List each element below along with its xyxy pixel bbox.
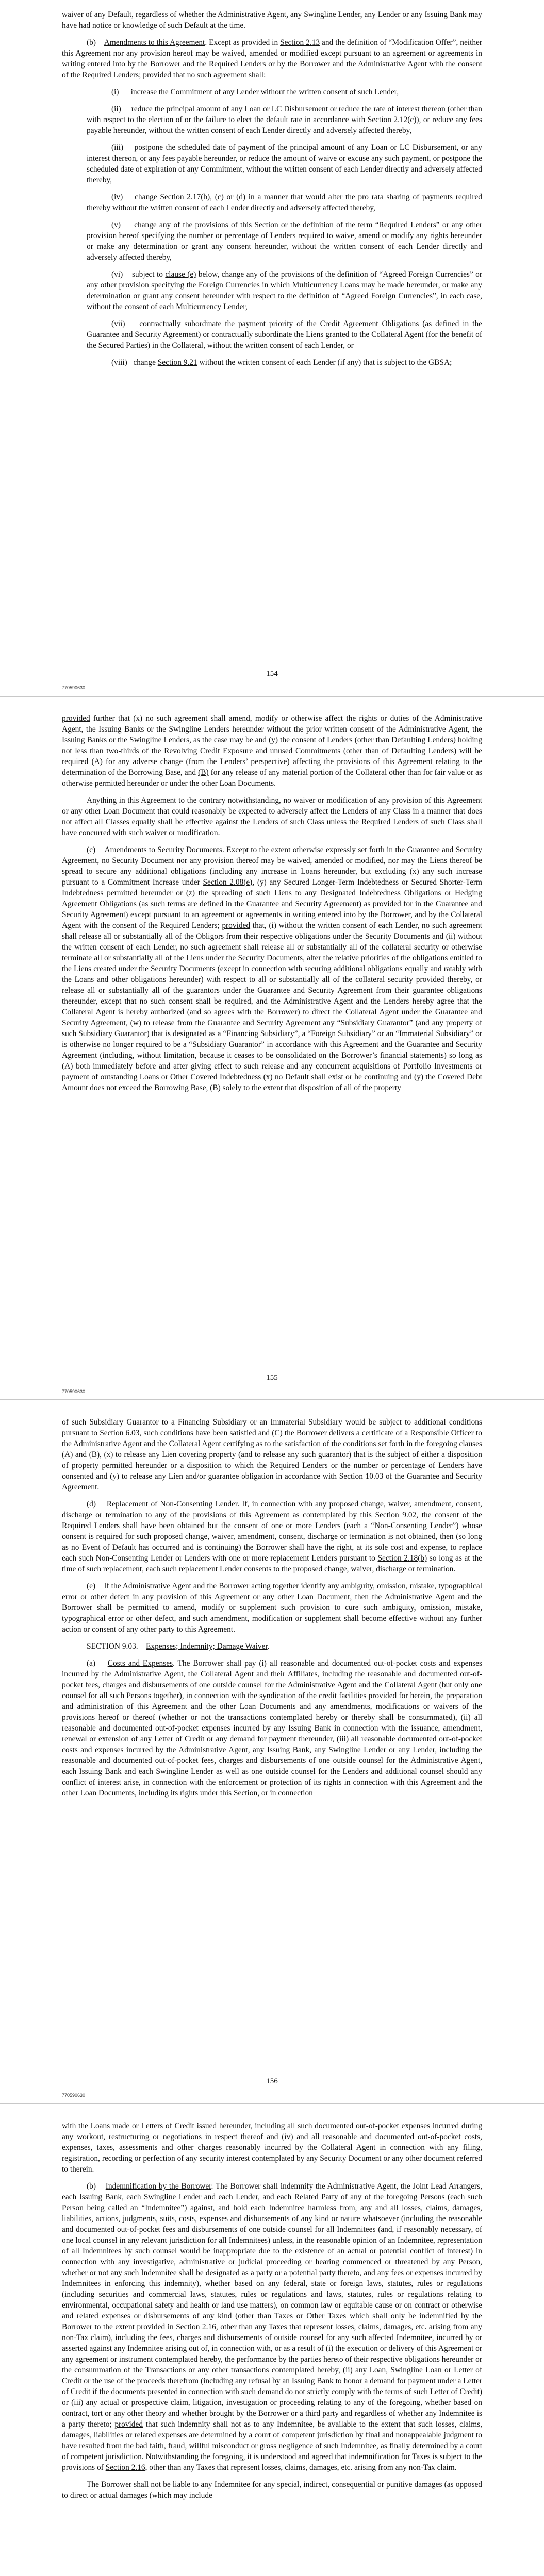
underlined-reference: Section 2.08(e) [203, 878, 253, 887]
underlined-reference: Costs and Expenses [107, 1659, 173, 1668]
underlined-reference: Section 2.16 [176, 2323, 216, 2331]
paragraph [62, 1581, 482, 1635]
paragraph [62, 1417, 482, 1493]
text-run: that, (i) without the written consent of each Lender, no such agreement shall release all or substantially all of the Obligors from their respective obligations under the Security Documents and (ii) without the written consent of each Lender, no such agreement shall release all or substantially all of the collateral security or otherwise terminate all or substantially all of the Liens under the Security Documents, alter the relative priorities of the obligations entitled to the Liens created under the Security Documents (except in connection with securing additional obligations equally and ratably with the Loans and other obligations hereunder) with respect to all or substantially all of the collateral security provided thereby, or release all or substantially all of the guarantors under the Guarantee and Security Agreement from their guarantee obligations thereunder, except that no such consent shall be required, and the Administrative Agent and the Lenders hereby agree that the Collateral Agent is hereby authorized (and so agrees with the Borrower) to direct the Collateral Agent under the Guarantee and Security Agreement, (w) to release from the Guarantee and Security Agreement any “Subsidiary Guarantor” (and any property of such Subsidiary Guarantor) that is designated as a “Financing Subsidiary”, a “Foreign Subsidiary” or an “Immaterial Subsidiary” or is otherwise no longer required to be a “Subsidiary Guarantor” in accordance with this Agreement and the Guarantee and Security Agreement (including, without limitation, because it ceases to be consolidated on the Borrower’s financial statements) so long as (A) both immediately before and after giving effect to such release and any concurrent acquisitions of Portfolio Investments or payment of outstanding Loans or Other Covered Indebtedness (x) no Default shall exist or be continuing and (y) the Covered Debt Amount does not exceed the Borrowing Base, (B) solely to the extent that disposition of all of the property [62, 921, 482, 1092]
text-run: , (y) any Secured Longer-Term Indebtedness or Secured Shorter-Term Indebtedness permitted hereunder or (z) the spreading of such Liens to any Designated Indebtedness Obligations or Hedging Agreement Obligations (as such terms are defined in the Guarantee and Security Agreement) as provided for in the Guarantee and Security Agreement) except pursuant to an agreement or agreements in writing entered into by the Borrower, and by the Collateral Agent with the consent of the Required Lenders; [62, 878, 482, 930]
underlined-reference: Section 9.02 [375, 1511, 417, 1519]
text-run: without the written consent of each Lender (if any) that is subject to the GBSA; [197, 358, 452, 367]
underlined-reference: Non-Consenting Lender [374, 1521, 453, 1530]
text-run: of such Subsidiary Guarantor to a Financing Subsidiary or an Immaterial Subsidiary would be subject to additional conditions pursuant to Section 6.03, such conditions have been satisfied and (C) the Borrower delivers a certificate of a Responsible Officer to the Administrative Agent and the Collateral Agent certifying as to the satisfaction of the conditions set forth in the foregoing clauses (A) and (B), (x) to release any Lien covering property (and to release any such guarantor) that is the subject of either a disposition of property permitted hereunder or a disposition to which the Required Lenders or the number or percentage of Lenders have consented and (y) to release any Lien and/or guarantee obligation in accordance with Section 10.03 of the Guarantee and Security Agreement. [62, 1418, 482, 1492]
text-run: (b) [87, 38, 104, 47]
underlined-reference: provided [62, 714, 90, 723]
paragraph [62, 37, 482, 80]
underlined-reference: provided [143, 71, 171, 79]
text-run: waiver of any Default, regardless of whether the Administrative Agent, any Swingline Lender, any Lender or any Issuing Bank may have had notice or knowledge of such Default at the time. [62, 10, 482, 30]
paragraph [62, 9, 482, 31]
text-run: SECTION 9.03. [87, 1642, 146, 1651]
page-155-body [0, 704, 544, 1093]
text-run: with the Loans made or Letters of Credit issued hereunder, including all such documented out-of-pocket expenses incurred during any workout, restructuring or negotiations in respect thereof and (iv) and all reasonable and documented out-of-pocket costs, expenses, taxes, assessments and other charges reasonably incurred by the Collateral Agent in connection with any filing, registration, recording or perfection of any security interest contemplated by any Security Document or any other document referred to therein. [62, 2122, 482, 2174]
underlined-reference: clause (e) [165, 270, 196, 279]
underlined-reference: Indemnification by the Borrower [105, 2182, 211, 2191]
underlined-reference: Section 2.17(b) [160, 193, 210, 201]
document-id: 770590630 [62, 685, 86, 690]
underlined-reference: (c) [215, 193, 224, 201]
text-run: so long as at the time of such replacement, each such replacement Lender consents to the proposed change, waiver, discharge or termination. [62, 1554, 483, 1573]
underlined-reference: (d) [236, 193, 246, 201]
underlined-reference: Amendments to this Agreement [104, 38, 205, 47]
text-run: (vi) subject to [111, 270, 166, 279]
underlined-reference: Section 2.13 [280, 38, 320, 47]
text-run: , other than any Taxes that represent losses, claims, damages, etc. arising from any non-Tax claim. [145, 2463, 457, 2472]
page-separator [0, 1399, 544, 1400]
paragraph [87, 357, 482, 368]
page-156 [0, 1408, 544, 2102]
paragraph [87, 87, 482, 97]
text-run: (a) [87, 1659, 108, 1668]
text-run: (viii) change [111, 358, 158, 367]
page-155 [0, 704, 544, 1398]
text-run: . [267, 1642, 270, 1651]
page-154 [0, 0, 544, 694]
page-separator [0, 696, 544, 697]
text-run: ”) whose consent is required for such proposed change, waiver, amendment, consent, discharge or termination is not obtained, then (so long as no Event of Default has occurred and is continuing) the Borrower shall have the right, at its sole cost and expense, to replace each such Non-Consenting Lender or Lenders with one or more replacement Lenders pursuant to [62, 1521, 482, 1563]
underlined-reference: provided [222, 921, 251, 930]
text-run: The Borrower shall not be liable to any Indemnitee for any special, indirect, consequential or punitive damages (as opposed to direct or actual damages (which may include [62, 2480, 482, 2500]
paragraph [62, 1658, 482, 1799]
text-run: (vii) contractually subordinate the payment priority of the Credit Agreement Obligations (as defined in the Guarantee and Security Agreement) or contractually subordinate the Liens granted to the Collateral Agent (for the benefit of the Secured Parties) in the Collateral, without the written consent of each Lender, or [87, 319, 482, 350]
text-run: , the consent of the Required Lenders shall have been obtained but the consent of one or more Lenders (each a “ [62, 1511, 482, 1530]
underlined-reference: provided [114, 2420, 143, 2429]
paragraph [62, 1641, 482, 1652]
text-run: (v) change any of the provisions of this Section or the definition of the term “Required Lenders” or any other provision hereof specifying the number or percentage of Lenders required to waive, amend or modify any rights hereunder or make any determination or grant any consent hereunder, without the written consent of each Lender directly and adversely affected thereby, [87, 221, 482, 262]
text-run: that no such agreement shall: [171, 71, 266, 79]
page-157-body [0, 2111, 544, 2501]
page-157 [0, 2111, 544, 2576]
paragraph [62, 2479, 482, 2501]
paragraph [87, 142, 482, 185]
text-run: that such indemnity shall not as to any Indemnitee, be available to the extent that such losses, claims, damages, liabilities or related expenses are determined by a court of competent jurisdiction by final and nonappealable judgment to have resulted from the bad faith, fraud, willful misconduct or gross negligence of such Indemnitee, as finally determined by a court of competent jurisdiction. Notwithstanding the foregoing, it is understood and agreed that indemnification for Taxes is subject to the provisions of [62, 2420, 482, 2472]
page-number: 156 [266, 2077, 278, 2086]
text-run: or [223, 193, 237, 201]
page-separator [0, 2103, 544, 2104]
text-run: (iv) change [111, 193, 160, 201]
underlined-reference: Section 2.18(b) [377, 1554, 427, 1563]
paragraph [87, 269, 482, 312]
paragraph [87, 104, 482, 136]
underlined-reference: Section 2.12(c) [367, 115, 417, 124]
text-run: (c) [87, 845, 105, 854]
text-run: (i) increase the Commitment of any Lender without the written consent of such Lender, [111, 88, 399, 96]
text-run: Anything in this Agreement to the contrary notwithstanding, no waiver or modification of any provision of this Agreement or any other Loan Document that could reasonably be expected to adversely affect the Lenders of any Class in a manner that does not affect all Classes equally shall be effective against the Lenders of such Class unless the Required Lenders of such Class shall have concurred with such waiver or modification. [62, 796, 482, 837]
underlined-reference: Replacement of Non-Consenting Lender [106, 1500, 238, 1509]
document-id: 770590630 [62, 2093, 86, 2098]
paragraph [62, 1499, 482, 1574]
page-154-body [0, 0, 544, 368]
text-run: for any release of any material portion of the Collateral other than for fair value or as otherwise permitted hereunder or under the other Loan Documents. [62, 768, 483, 788]
underlined-reference: (B) [198, 768, 209, 777]
paragraph [87, 219, 482, 263]
text-run: (iii) postpone the scheduled date of payment of the principal amount of any Loan or LC Disbursement, or any interest thereon, or any fees payable hereunder, or reduce the amount of waive or excuse any such payment, or postpone the scheduled date of expiration of any Commitment, without the written consent of each Lender directly and adversely affected thereby, [87, 143, 482, 184]
underlined-reference: Section 9.21 [157, 358, 197, 367]
paragraph [62, 795, 482, 838]
text-run: , [210, 193, 215, 201]
text-run: . Except to the extent otherwise expressly set forth in the Guarantee and Security Agreement, no Security Document nor any provision thereof may be waived, amended or modified, nor may the Liens thereof be spread to secure any additional obligations (including any increase in Loans hereunder, but excluding (x) any such increase pursuant to a Commitment Increase under [62, 845, 482, 887]
page-156-body [0, 1408, 544, 1799]
paragraph [62, 2121, 482, 2175]
paragraph [87, 192, 482, 213]
underlined-reference: Expenses; Indemnity; Damage Waiver [146, 1642, 268, 1651]
text-run: below, change any of the provisions of the definition of “Agreed Foreign Currencies” or any other provision specifying the Foreign Currencies in which Multicurrency Loans may be made hereunder, or make any determination or grant any consent hereunder with respect to the definition of “Agreed Foreign Currencies”, in each case, without the consent of each Multicurrency Lender, [87, 270, 482, 311]
text-run: (e) If the Administrative Agent and the Borrower acting together identify any ambiguity, omission, mistake, typographical error or other defect in any provision of this Agreement or any other Loan Document, then the Administrative Agent and the Borrower shall be permitted to amend, modify or supplement such provision to cure such ambiguity, omission, mistake, typographical error or other defect, and such amendment, modification or supplement shall become effective without any further action or consent of any other party to this Agreement. [62, 1582, 482, 1634]
text-run: . The Borrower shall pay (i) all reasonable and documented out-of-pocket costs and expenses incurred by the Administrative Agent, the Collateral Agent and their Affiliates, including the reasonable and documented out-of-pocket fees, charges and disbursements of one outside counsel for the Administrative Agent and the Collateral Agent (but only one counsel for all such Persons together), in connection with the syndication of the credit facilities provided for herein, the preparation and administration of this Agreement and the other Loan Documents and any amendments, modifications or waivers of the provisions hereof or thereof (whether or not the transactions contemplated hereby or thereby shall be consummated), (ii) all reasonable and documented out-of-pocket expenses incurred by any Issuing Bank in connection with the issuance, amendment, renewal or extension of any Letter of Credit or any demand for payment thereunder, (iii) all reasonable documented out-of-pocket costs and expenses incurred by the Administrative Agent, any Issuing Bank, any Swingline Lender or any Lender, including the reasonable and documented out-of-pocket fees, charges and disbursements of one outside counsel for the Administrative Agent, each Issuing Bank and each Swingline Lender as well as one outside counsel for the Lenders and additional counsel should any conflict of interest arise, in connection with the enforcement or protection of its rights in connection with this Agreement and the other Loan Documents, including its rights under this Section, or in connection [62, 1659, 482, 1798]
text-run: in a manner that would alter the pro rata sharing of payments required thereby without the written consent of each Lender directly and adversely affected thereby, [87, 193, 482, 212]
text-run: (ii) reduce the principal amount of any Loan or LC Disbursement or reduce the rate of interest thereon (other than with respect to the election of or the failure to elect the default rate in accordance with [87, 105, 482, 124]
page-number: 154 [266, 670, 278, 678]
paragraph [87, 318, 482, 351]
text-run: (b) [87, 2182, 106, 2191]
text-run: . The Borrower shall indemnify the Administrative Agent, the Joint Lead Arrangers, each Issuing Bank, each Swingline Lender and each Lender, and each Related Party of any of the foregoing Persons (each such Person being called an “Indemnitee”) against, and hold each Indemnitee harmless from, any and all losses, claims, damages, liabilities, actions, judgments, suits, costs, expenses and disbursements of any kind or nature whatsoever (including the reasonable and documented out-of-pocket fees and disbursements of one outside counsel for all Indemnitees (and, if reasonably necessary, of one local counsel in any relevant jurisdiction for all Indemnitees) unless, in the reasonable opinion of an Indemnitee, representation of all Indemnitees by such counsel would be inappropriate due to the existence of an actual or potential conflict of interest) in connection with any investigative, administrative or judicial proceeding or hearing commenced or threatened by any Person, whether or not any such Indemnitee shall be designated as a party or a potential party thereto, and any fees or expenses incurred by Indemnitees in enforcing this indemnity), whether based on any federal, state or foreign laws, statutes, rules or regulations (including securities and commercial laws, statutes, rules or regulations and laws, statutes, rules or regulations relating to environmental, occupational safety and health or land use matters), on common law or equitable cause or on contract or otherwise and related expenses or disbursements of any kind (other than Taxes or Other Taxes which shall only be indemnified by the Borrower to the extent provided in [62, 2182, 482, 2331]
underlined-reference: Section 2.16 [105, 2463, 145, 2472]
paragraph [62, 713, 482, 789]
text-run: (d) [87, 1500, 107, 1509]
text-run: ), or reduce any fees payable hereunder, without the written consent of each Lender directly and adversely affected thereby, [87, 115, 482, 135]
page-number: 155 [266, 1374, 278, 1382]
paragraph [62, 844, 482, 1093]
text-run: further that (x) no such agreement shall amend, modify or otherwise affect the rights or duties of the Administrative Agent, the Issuing Banks or the Swingline Lenders hereunder without the prior written consent of the Administrative Agent, the Issuing Banks or the Swingline Lenders, as the case may be and (y) the consent of Lenders (other than Defaulting Lenders) holding not less than two-thirds of the Revolving Credit Exposure and unused Commitments (other than of Defaulting Lenders) will be required (A) for any adverse change (from the Lenders’ perspective) affecting the provisions of this Agreement relating to the determination of the Borrowing Base, and [62, 714, 482, 777]
text-run: . Except as provided in [205, 38, 281, 47]
paragraph [62, 2181, 482, 2473]
document-id: 770590630 [62, 1389, 86, 1394]
text-run: and the definition of “Modification Offer”, neither this Agreement nor any provision hereof may be waived, amended or modified except pursuant to an agreement or agreements in writing entered into by the Borrower and the Required Lenders or by the Borrower and the Administrative Agent with the consent of the Required Lenders; [62, 38, 483, 79]
text-run: . If, in connection with any proposed change, waiver, amendment, consent, discharge or termination to any of the provisions of this Agreement as contemplated by this [62, 1500, 482, 1519]
underlined-reference: Amendments to Security Documents [104, 845, 222, 854]
text-run: , other than any Taxes that represent losses, claims, damages, etc. arising from any non-Tax claim), including the fees, charges and disbursements of outside counsel for any such affected Indemnitee, incurred by or asserted against any Indemnitee arising out of, in connection with, or as a result of (i) the execution or delivery of this Agreement or any agreement or instrument contemplated hereby, the performance by the parties hereto of their respective obligations hereunder or the consummation of the Transactions or any other transactions contemplated hereby, (ii) any Loan, Swingline Loan or Letter of Credit or the use of the proceeds therefrom (including any refusal by an Issuing Bank to honor a demand for payment under a Letter of Credit if the documents presented in connection with such demand do not strictly comply with the terms of such Letter of Credit) or (iii) any actual or prospective claim, litigation, investigation or proceeding relating to any of the foregoing, whether based on contract, tort or any other theory and whether brought by the Borrower or a third party and regardless of whether any Indemnitee is a party thereto; [62, 2323, 483, 2429]
